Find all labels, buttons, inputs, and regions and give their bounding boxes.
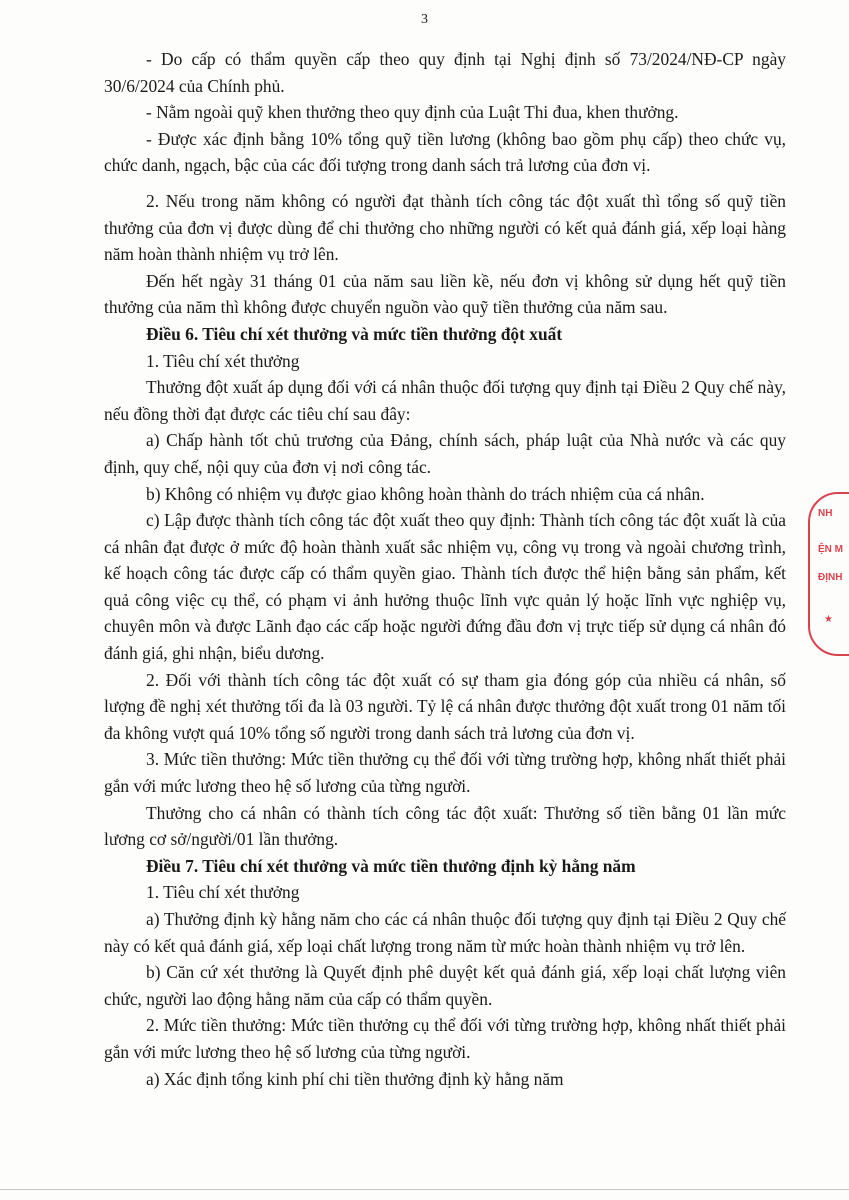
stamp-text: ĐỊNH — [818, 572, 843, 583]
paragraph: - Nằm ngoài quỹ khen thưởng theo quy định của Luật Thi đua, khen thưởng. — [146, 102, 679, 123]
stamp-text: ỆN M — [818, 544, 843, 555]
paragraph: 1. Tiêu chí xét thưởng — [146, 882, 300, 903]
article-heading-6: Điều 6. Tiêu chí xét thưởng và mức tiền thưởng đột xuất — [146, 323, 563, 344]
paragraph: b) Không có nhiệm vụ được giao không hoàn thành do trách nhiệm của cá nhân. — [146, 483, 705, 504]
paragraph: Thưởng cho cá nhân có thành tích công tác đột xuất: Thưởng số tiền bằng 01 lần mức lương cơ sở/người/01 lần thưởng. — [104, 802, 786, 850]
paragraph: c) Lập được thành tích công tác đột xuất theo quy định: Thành tích công tác đột xuất là của cá nhân đạt được ở mức độ hoàn thành xuất sắc nhiệm vụ, công vụ trong và ngoài chương trình, kế hoạch công tác được cấp có thẩm quyền giao. Thành tích được thể hiện bằng sản phẩm, kết quả công việc cụ thể, có phạm vi ảnh hưởng thuộc lĩnh vực quản lý hoặc lĩnh vực nghiệp vụ, chuyên môn và được Lãnh đạo các cấp hoặc người đứng đầu đơn vị trực tiếp sử dụng cá nhân đó đánh giá, ghi nhận, biểu dương. — [104, 510, 786, 664]
paragraph: 2. Nếu trong năm không có người đạt thành tích công tác đột xuất thì tổng số quỹ tiền thưởng của đơn vị được dùng để chi thưởng cho những người có kết quả đánh giá, xếp loại hàng năm hoàn thành nhiệm vụ trở lên. — [104, 190, 786, 265]
paragraph: 2. Đối với thành tích công tác đột xuất có sự tham gia đóng góp của nhiều cá nhân, số lượng đề nghị xét thưởng tối đa là 03 người. Tỷ lệ cá nhân được thưởng đột xuất trong 01 năm tối đa không vượt quá 10% tổng số người trong danh sách trả lương của đơn vị. — [104, 669, 786, 743]
paragraph: - Được xác định bằng 10% tổng quỹ tiền lương (không bao gồm phụ cấp) theo chức vụ, chức danh, ngạch, bậc của các đối tượng trong danh sách trả lương của đơn vị. — [104, 128, 786, 176]
page-bottom-edge — [0, 1189, 849, 1190]
paragraph: 3. Mức tiền thưởng: Mức tiền thưởng cụ thể đối với từng trường hợp, không nhất thiết phải gắn với mức lương theo hệ số lương của từng người. — [104, 749, 786, 797]
document-body — [104, 46, 786, 1092]
red-seal-stamp — [808, 492, 849, 656]
paragraph: a) Thưởng định kỳ hằng năm cho các cá nhân thuộc đối tượng quy định tại Điều 2 Quy chế này có kết quả đánh giá, xếp loại chất lượng trong năm từ mức hoàn thành nhiệm vụ trở lên. — [104, 909, 786, 956]
star-icon: ★ — [824, 614, 833, 625]
paragraph: a) Xác định tổng kinh phí chi tiền thưởng định kỳ hằng năm — [146, 1068, 564, 1089]
paragraph: Thưởng đột xuất áp dụng đối với cá nhân thuộc đối tượng quy định tại Điều 2 Quy chế này, nếu đồng thời đạt được các tiêu chí sau đây: — [104, 377, 786, 424]
paragraph: Đến hết ngày 31 tháng 01 của năm sau liền kề, nếu đơn vị không sử dụng hết quỹ tiền thưởng của năm thì không được chuyển nguồn vào quỹ tiền thưởng của năm sau. — [104, 270, 786, 318]
paragraph: a) Chấp hành tốt chủ trương của Đảng, chính sách, pháp luật của Nhà nước và các quy định, quy chế, nội quy của đơn vị nơi công tác. — [104, 430, 786, 477]
paragraph: - Do cấp có thẩm quyền cấp theo quy định tại Nghị định số 73/2024/NĐ-CP ngày 30/6/2024 của Chính phủ. — [104, 49, 786, 96]
stamp-text: NH — [818, 508, 833, 519]
paragraph: 1. Tiêu chí xét thưởng — [146, 350, 300, 371]
paragraph: 2. Mức tiền thưởng: Mức tiền thưởng cụ thể đối với từng trường hợp, không nhất thiết phải gắn với mức lương theo hệ số lương của từng người. — [104, 1015, 786, 1062]
paragraph: b) Căn cứ xét thưởng là Quyết định phê duyệt kết quả đánh giá, xếp loại chất lượng viên chức, người lao động hằng năm của cấp có thẩm quyền. — [104, 962, 786, 1009]
page-number: 3 — [421, 12, 428, 27]
article-heading-7: Điều 7. Tiêu chí xét thưởng và mức tiền thưởng định kỳ hằng năm — [146, 855, 636, 876]
